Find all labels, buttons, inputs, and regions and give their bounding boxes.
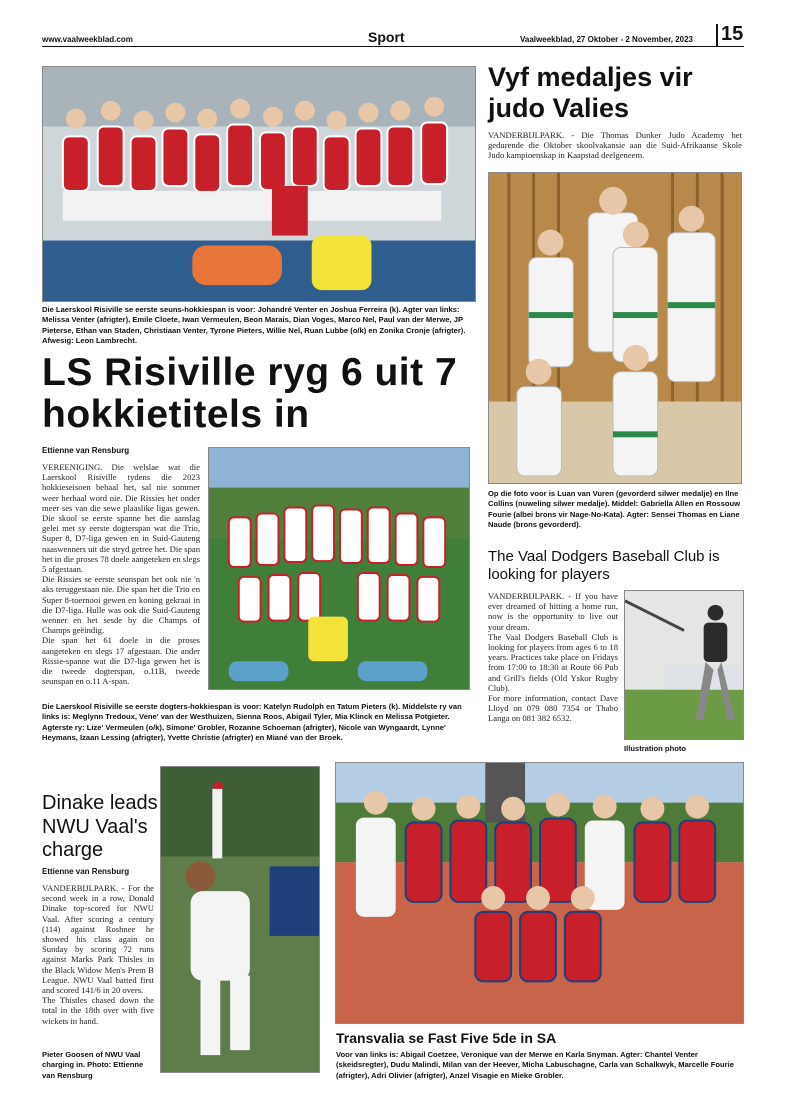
header-page-divider [716,24,718,46]
cricket-byline: Ettienne van Rensburg [42,867,130,876]
netball-team-photo [335,762,744,1024]
hockey-headline: LS Risiville ryg 6 uit 7 hokkietitels in [42,351,458,436]
baseball-article-body: VANDERBIJLPARK. - If you have ever dreamed of hitting a home run, now is the opportunity to live out your dream. The Vaal Dodgers Baseball Club is looking for players from ages 6 to 18 years. Practices take place on Fridays from 17:00 to 18:30 at Route 66 Pub and Grill's fields (Old Yskor Rugby Club). For more information, contact Dave Lloyd on 079 080 7354 or Thabo Langa on 081 382 6532. [488,591,618,724]
baseball-illustration-photo [624,590,744,740]
header-url: www.vaalweekblad.com [42,35,133,44]
cricket-article-body: VANDERBIJLPARK. - For the second week in a row, Donald Dinake top-scored for NWU Vaal. After scoring a century (114) against Roshnee he showed his class again on Sunday by scoring 72 runs against Marks Park Thisles in the Black Widow Men's Prem B League. NWU Vaal batted first and scored 141/6 in 20 overs. The Thistles chased down the total in the 18th over with five wickets in hand. [42,883,154,1026]
girls-hockey-team-photo [208,447,470,690]
cricket-bowler-photo [160,766,320,1073]
netball-headline: Transvalia se Fast Five 5de in SA [336,1030,557,1046]
boys-hockey-caption: Die Laerskool Risiville se eerste seuns-hokkiespan is voor: Johandré Venter en Joshua Ferreira (k). Agter van links: Melissa Venter (afrigter), Emile Cloete, Iwan Vermeulen, Beon Marais, Dian Voges, Marco Nel, Paul van der Merwe, JP Pieterse, Ethan van Staden, Christiaan Venter, Tyrone Pieters, Willie Nel, Ruan Lubbe (o/k) en Zonika Cronje (afrigter). Afwesig: Leon Lambrecht. [42,305,466,346]
issue-date: Vaalweekblad, 27 Oktober - 2 November, 2023 [520,35,693,44]
section-title: Sport [368,29,405,45]
baseball-headline: The Vaal Dodgers Baseball Club is looking for players [488,548,720,583]
judo-intro: VANDERBIJLPARK. - Die Thomas Dunker Judo Academy het gedurende die Oktober skoolvakansie aan die Suid-Afrikaanse Skole Judo kampioenskap in Kaapstad deelgeneem. [488,130,742,161]
judo-caption: Op die foto voor is Luan van Vuren (gevorderd silwer medalje) en Ilne Collins (nuweling silwer medalje). Middel: Gabriella Allen en Rossouw Fourie (albei brons vir Nage-No-Kata). Agter: Sensei Thomas en Liane Naude (brons gevorderd). [488,489,741,530]
hockey-article-body: VEREENIGING. Die welslae wat die Laerskool Risiville tydens die 2023 hokkieseisoen behaal het, sal nie sommer weer herhaal word nie. Die Rissies het onder meer ses van die sewe plaaslike ligas gewen. Die skool se eerste spanne het die aanslag gelei met sy eerste dogterspan wat die Trio, Super 8, D7-liga gewen en in Suid-Gauteng naaswenners uit die stryd getree het. Die span het in die proses 78 doele aangeteken en slegs 5 afgestaan. Die Rissies se eerste seunspan het ook nie 'n aks teruggestaan nie. Die span het die Trio en Super 8-toernooi gewen en koning gekraai in die D7-liga. Hulle was ook die Suid-Gauteng wenner en het sesde by die Champs of Champs geëindig. Die span het 61 doele in die proses aangeteken en slegs 17 afgestaan. Die ander Rissie-spanne wat die D7-liga gewen het is die tweede dogterspan, o.11B, tweede seunspan en o.11 A-span. [42,462,200,687]
cricket-photo-caption: Pieter Goosen of NWU Vaal charging in. Photo: Ettienne van Rensburg [42,1050,144,1080]
boys-hockey-team-photo [42,66,476,302]
judo-team-photo [488,172,742,484]
baseball-photo-caption: Illustration photo [624,744,687,753]
netball-caption: Voor van links is: Abigail Coetzee, Veronique van der Merwe en Karla Snyman. Agter: Chantel Venter (skeidsregter), Dudu Malindi, Milan van der Heever, Micha Labuschagne, Carla van Schalkwyk, Marcelle Fourie (afrigter), Adri Olivier (afrigter), Anzel Visagie en Mieke Grobler. [336,1050,734,1080]
page-number: 15 [721,23,744,45]
girls-hockey-caption: Die Laerskool Risiville se eerste dogters-hokkiespan is voor: Katelyn Rudolph en Tatum Pieters (k). Middelste ry van links is: Meglynn Tredoux, Vene' van der Westhuizen, Sienna Roos, Abigail Tyler, Mia Klinck en Melissa Potgieter. Agterste ry: Lize' Vermeulen (o/k), Simone' Grobler, Rozanne Schoeman (afrigter), Nicole van Wyngaardt, Lynne' Heymans, Izaan Lessing (afrigter), Yvette Christie (afrigter) en Miané van der Broek. [42,702,462,743]
cricket-headline: Dinake leads NWU Vaal's charge [42,792,158,861]
header-rule [42,46,744,47]
judo-headline: Vyf medaljes vir judo Valies [488,62,693,123]
hockey-byline: Ettienne van Rensburg [42,446,130,455]
